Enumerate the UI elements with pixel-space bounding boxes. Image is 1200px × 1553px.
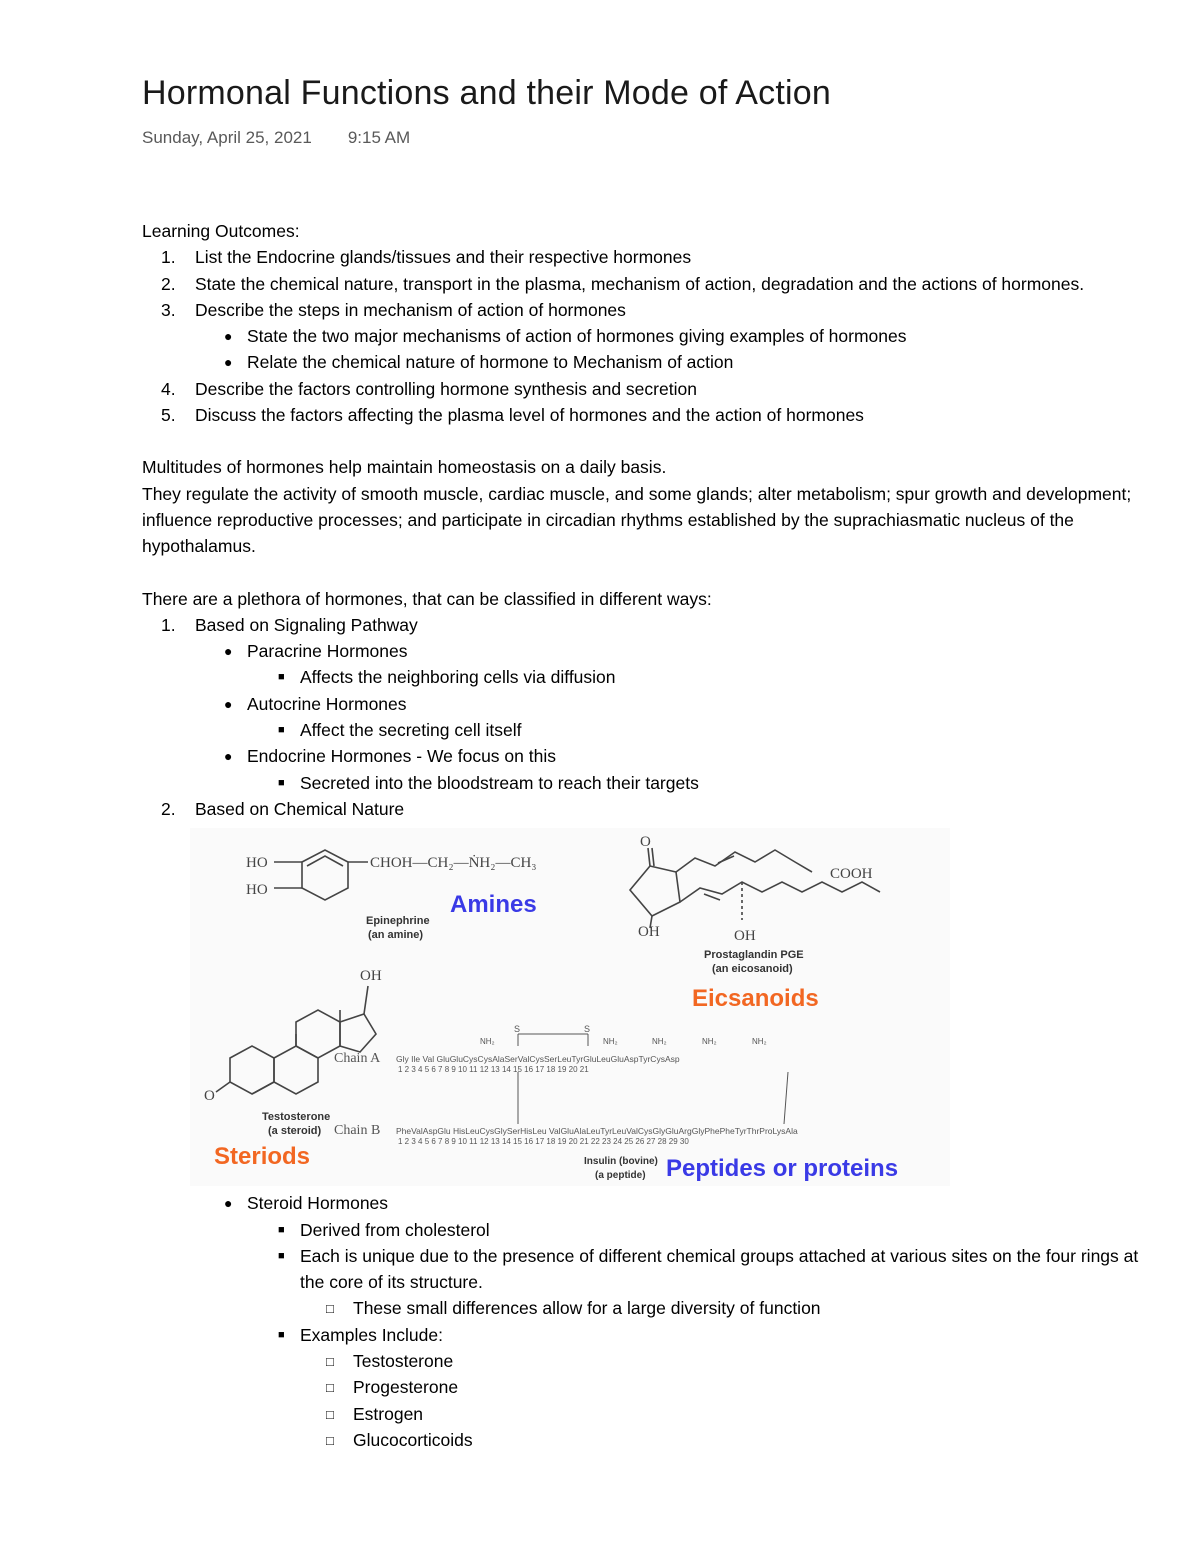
bullet-icon: ● xyxy=(224,1195,233,1212)
epinephrine-ho-2: HO xyxy=(246,882,268,899)
list-item: ● Autocrine Hormones ■ Affect the secreting cell itself xyxy=(142,691,1152,744)
sulfur-label: S xyxy=(584,1024,591,1035)
hollow-square-bullet-icon: □ xyxy=(326,1301,334,1317)
prostaglandin-label: Prostaglandin PGE xyxy=(704,949,804,962)
list-item: ■ Each is unique due to the presence of different chemical groups attached at various sites on the four rings at the core of its structure. □ These small differences allow for a large diversity of function xyxy=(142,1243,1152,1322)
amines-label: Amines xyxy=(450,891,537,919)
list-item: ● State the two major mechanisms of action of hormones giving examples of hormones xyxy=(142,323,1152,349)
prostaglandin-oh-2: OH xyxy=(734,928,756,945)
list-item: ● Steroid Hormones ■ Derived from cholesterol ■ Each is unique due to the presence of different chemical groups attached at various sites on the four rings at the core of its structure. □ These small differences allow for a large diversity of function ■ Examples Include: □ Testosterone □ Progesterone □ Estrogen □ Glucocorticoids xyxy=(142,1190,1152,1453)
testosterone-o: O xyxy=(204,1088,215,1105)
list-item: ● Endocrine Hormones - We focus on this ■ Secreted into the bloodstream to reach their targets xyxy=(142,743,1152,796)
steroid-section xyxy=(142,1190,1152,1453)
list-item: ■ Affects the neighboring cells via diffusion xyxy=(142,664,1152,690)
prostaglandin-oh-1: OH xyxy=(638,924,660,941)
testosterone-oh: OH xyxy=(360,968,382,985)
eicosanoids-label: Eicsanoids xyxy=(692,985,819,1013)
list-item: 3. Describe the steps in mechanism of action of hormones ● State the two major mechanisms of action of hormones giving examples of hormones ● Relate the chemical nature of hormone to Mechanism of action xyxy=(142,297,1152,376)
classification-list xyxy=(142,612,1152,822)
square-bullet-icon: ■ xyxy=(278,724,285,737)
nh2-label: NH₂ xyxy=(603,1037,618,1047)
intro-line-1: Multitudes of hormones help maintain homeostasis on a daily basis. xyxy=(142,457,667,478)
list-item: ■ Affect the secreting cell itself xyxy=(142,717,1152,743)
insulin-sublabel: (a peptide) xyxy=(595,1170,646,1182)
list-item: 1. List the Endocrine glands/tissues and their respective hormones xyxy=(161,247,692,268)
list-item: ■ Secreted into the bloodstream to reach their targets xyxy=(142,770,1152,796)
epinephrine-chain: CHOH—CH₂—ṄH₂—CH₃ xyxy=(370,855,537,872)
prostaglandin-sublabel: (an eicosanoid) xyxy=(712,963,793,976)
square-bullet-icon: ■ xyxy=(278,776,285,789)
outcomes-heading: Learning Outcomes: xyxy=(142,221,300,241)
list-item: □ Estrogen xyxy=(142,1401,1152,1427)
list-item: □ Glucocorticoids xyxy=(142,1427,1152,1453)
list-item: ● Relate the chemical nature of hormone to Mechanism of action xyxy=(142,349,1152,375)
chain-b-label: Chain B xyxy=(334,1123,381,1139)
hollow-square-bullet-icon: □ xyxy=(326,1432,334,1448)
list-item: 4. Describe the factors controlling hormone synthesis and secretion xyxy=(161,378,697,399)
nh2-label: NH₂ xyxy=(752,1037,767,1047)
outcomes-list xyxy=(142,244,1152,428)
testosterone-label: Testosterone xyxy=(262,1111,331,1124)
chain-b-sequence: PheValAspGlu HisLeuCysGlySerHisLeu ValGluAlaLeuTyrLeuValCysGlyGluArgGlyPhePheTyrThrProLysAla xyxy=(396,1126,798,1137)
steroids-label: Steriods xyxy=(214,1143,311,1171)
list-item: 1. Based on Signaling Pathway ● Paracrine Hormones ■ Affects the neighboring cells via diffusion ● Autocrine Hormones ■ Affect the secreting cell itself ● Endocrine Hormones - We focus on this ■ Secreted into the bloodstream to reach their targets xyxy=(142,612,1152,796)
square-bullet-icon: ■ xyxy=(278,671,285,684)
bullet-icon: ● xyxy=(224,354,233,371)
epinephrine-ho-1: HO xyxy=(246,855,268,872)
list-item: ■ Examples Include: □ Testosterone □ Progesterone □ Estrogen □ Glucocorticoids xyxy=(142,1322,1152,1453)
bullet-icon: ● xyxy=(224,695,233,712)
chain-a-label: Chain A xyxy=(334,1051,381,1067)
chain-a-sequence: Gly Ile Val GluGluCysCysAlaSerValCysSerLeuTyrGluLeuGluAspTyrCysAsp xyxy=(396,1054,680,1065)
list-item: □ These small differences allow for a large diversity of function xyxy=(142,1295,1152,1321)
chain-a-numbers: 1 2 3 4 5 6 7 8 9 10 11 12 13 14 15 16 17 18 19 20 21 xyxy=(398,1065,589,1075)
bullet-icon: ● xyxy=(224,643,233,660)
note-body xyxy=(142,218,1152,1453)
peptides-label: Peptides or proteins xyxy=(666,1155,899,1183)
page-timestamp xyxy=(142,128,410,148)
nh2-label: NH₂ xyxy=(702,1037,717,1047)
list-item: ● Paracrine Hormones ■ Affects the neighboring cells via diffusion xyxy=(142,638,1152,691)
sulfur-label: S xyxy=(514,1024,521,1035)
intro-line-2: They regulate the activity of smooth muscle, cardiac muscle, and some glands; alter metabolism; spur growth and development; influence reproductive processes; and participate in circadian rhythms established by the suprachiasmatic nucleus of the hypothalamus. xyxy=(142,483,1132,557)
hollow-square-bullet-icon: □ xyxy=(326,1380,334,1396)
epinephrine-sublabel: (an amine) xyxy=(368,929,424,942)
bullet-icon: ● xyxy=(224,748,233,765)
square-bullet-icon: ■ xyxy=(278,1328,285,1341)
classification-heading: There are a plethora of hormones, that can be classified in different ways: xyxy=(142,588,712,609)
nh2-label: NH₂ xyxy=(480,1037,495,1047)
list-item: 2. Based on Chemical Nature xyxy=(161,798,405,819)
page-date: Sunday, April 25, 2021 xyxy=(142,128,312,147)
square-bullet-icon: ■ xyxy=(278,1249,285,1262)
list-item: □ Testosterone xyxy=(142,1348,1152,1374)
hollow-square-bullet-icon: □ xyxy=(326,1406,334,1422)
hollow-square-bullet-icon: □ xyxy=(326,1354,334,1370)
chain-b-numbers: 1 2 3 4 5 6 7 8 9 10 11 12 13 14 15 16 17 18 19 20 21 22 23 24 25 26 27 28 29 30 xyxy=(398,1137,689,1147)
nh2-label: NH₂ xyxy=(652,1037,667,1047)
square-bullet-icon: ■ xyxy=(278,1223,285,1236)
testosterone-sublabel: (a steroid) xyxy=(268,1125,322,1138)
prostaglandin-o: O xyxy=(640,834,651,851)
list-item: 5. Discuss the factors affecting the plasma level of hormones and the action of hormones xyxy=(161,405,864,426)
bullet-icon: ● xyxy=(224,328,233,345)
list-item: □ Progesterone xyxy=(142,1374,1152,1400)
epinephrine-label: Epinephrine xyxy=(366,915,430,928)
prostaglandin-cooh: COOH xyxy=(830,866,873,883)
insulin-label: Insulin (bovine) xyxy=(584,1156,658,1168)
list-item: 2. State the chemical nature, transport in the plasma, mechanism of action, degradation and the actions of hormones. xyxy=(161,273,1085,294)
hormone-structures-figure xyxy=(142,828,1152,1190)
page-time: 9:15 AM xyxy=(347,128,411,147)
list-item: ■ Derived from cholesterol xyxy=(142,1217,1152,1243)
page-title: Hormonal Functions and their Mode of Action xyxy=(142,74,831,112)
